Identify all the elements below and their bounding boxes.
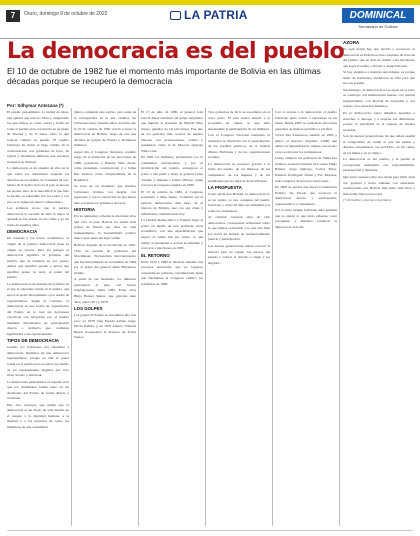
section-subheading: HISTORIA (74, 207, 95, 213)
article-column-3 (141, 110, 203, 526)
article-paragraph: El 10 de octubre de 1982, el Congreso posesionó a Siles Zuazo. Comenzó así el periodo democrático más largo de la historia de Bolivia, que con sus crisis y dificultades continúa hasta hoy. (141, 189, 203, 216)
newspaper-logo (170, 8, 248, 22)
article-column-1 (7, 110, 69, 526)
sidebar-column (343, 40, 415, 526)
article-paragraph: Entre 1979 y 1980 se llevaron adelante tres procesos electorales que no lograron consolidar un gobierno constitucional, hasta que finalmente el Congreso ratificó los resultados de 1980. (141, 259, 203, 286)
column-rule (138, 108, 139, 526)
article-paragraph: Aquel día el Congreso Nacional, reunido luego de la anulación de las elecciones de 1980, posesionó a Hernán Siles Zuazo como presidente constitucional y a Jaime Paz Zamora como vicepresidente de la República. (74, 149, 136, 182)
article-paragraph: Los primeros veces, que la palabra democracia lo escuché de niño la mejor la aprendí en las plazas, en las calles y en las urnas de aquellos años. (7, 206, 69, 227)
article-paragraph: Por su quinientos ochenta de diecisiete años que vive el país, Bolivia ha tenido más golpes de Estado que años de vida independiente; la inestabilidad política marcó gran parte del siglo veinte. (74, 214, 136, 241)
article-paragraph: La democracia se recuperó gracias a la lucha del pueblo, de los mineros, de los campesinos, de las mujeres y de los estudiantes que no dejaron de movilizarse. (208, 161, 270, 183)
article-paragraph: Al celebrar cuarenta años de vida democrática, corresponde reflexionar sobre lo que hemos construido y lo que aún falta por hacer en materia de institucionalidad, justicia y participación. (208, 215, 270, 242)
sidebar-paragraph: En la democracia, todos debemos aprender a escuchar, a dialogar y a respetar las diferencias, porque la pluralidad es la riqueza de nuestra sociedad. (343, 111, 415, 132)
article-paragraph: A partir de ese momento, los militares gobernaron el país, con breves interrupciones, hasta 1982. Entre ellos Hugo Banzer Suárez, que gobernó siete años, entre 1971 y 1978. (74, 277, 136, 304)
section-subtitle: Semanario de Cultura (358, 24, 398, 29)
column-rule (205, 108, 206, 526)
sidebar-paragraph: Que estos cuarenta años nos sirvan para mirar atrás con gratitud y hacia adelante con esperanza, construyendo una Bolivia más justa, más libre y más democrática para todos. (343, 175, 415, 196)
article-paragraph: Tres gobiernos de facto se sucedieron en el corto plazo. El país estaba aislado y la economía en ruinas, lo que hizo insostenible la permanencia de los militares. (208, 110, 270, 131)
article-paragraph: Con el Congreso Nacional restituido, la transición se desarrolló con la participación de los partidos políticos, de la Central Obrera Boliviana y de las organizaciones sociales. (208, 133, 270, 160)
sidebar-paragraph: Es aquí donde hay que decirlo y reconocer, la democracia en Bolivia es una conquista de la lucha del pueblo, que no dejó de resistir a las dictaduras, que soportó exilios, cárceles y desapariciones. (343, 47, 415, 68)
logo-icon (170, 11, 181, 20)
sidebar-paragraph: Sin embargo, la democracia no se agota en el voto; se construye con instituciones fuertes, con justicia independiente, con libertad de expresión y con respeto a los derechos humanos. (343, 87, 415, 109)
article-paragraph: Víctor Paz Estenssoro asumió en 1985 y aplicó el Decreto Supremo 21060 que detuvo la hiperinflación, aunque con un alto costo social para los trabajadores. (275, 133, 337, 154)
footer-divider (7, 530, 413, 531)
article-paragraph: La Unidad Democrática y Popular llegó al poder en medio de una profunda crisis económica, con una hiperinflación que superó el veinte mil por ciento, lo que obligó al presidente a acortar su mandato y convocar a elecciones en 1985. (141, 218, 203, 251)
sidebar-heading: AZORA (343, 40, 360, 45)
section-subheading: EL RETORNO (141, 252, 170, 258)
section-subheading: LOS GOLPES (74, 306, 103, 312)
page-header (0, 0, 420, 40)
section-subheading: TIPOS DE DEMOCRACIA (7, 338, 59, 344)
article-paragraph: El 17 de julio de 1980, el general Luis García Meza encabezó un golpe sangriento que impidió la posesión de Hernán Siles Zuazo, ganador de las elecciones. Fue uno de los periodos más oscuros de nuestra historia, con persecuciones, exilios y asesinatos, como el de Marcelo Quiroga Santa Cruz. (141, 110, 203, 153)
article-paragraph: Quiero comenzar este escrito, pero antes de la retrospectiva en la que vivimos los bolivianos hace cuarenta años, recordar que el 10 de octubre de 1982 volvió a nacer la democracia en Bolivia, luego de casi dos décadas de golpes de Estado y dictaduras militares. (74, 110, 136, 148)
page-number: 7 (6, 10, 20, 22)
article-paragraph: La democracia es un sistema de vida en la que todos los ciudadanos respetan los derechos de los demás. Se considera tal vez, hablar de la democracia en el país es una de las peores, sino, de la mas difícil la que hizo la nación, es entendida por los todos y con esto se le asigna un nuevo compromiso. (7, 166, 69, 204)
column-rule (339, 108, 340, 526)
article-column-5 (275, 110, 337, 526)
column-rule (272, 108, 273, 526)
article-paragraph: La democracia participativa es aquella en la que los ciudadanos toman parte en las decisiones del Estado de forma directa y constante. (7, 379, 69, 401)
section-badge: DOMINICAL (342, 8, 414, 23)
article-paragraph: Se trató de un momento que muchos bolivianos vivimos con alegría, con esperanza y con la convicción de que nunca más volverían los gobiernos de facto. (74, 184, 136, 205)
article-paragraph: Luego vinieron los gobiernos de Jaime Paz Zamora, Gonzalo Sánchez de Lozada, Hugo Banzer, Jorge Quiroga, Carlos Mesa, Eduardo Rodríguez Veltzé y Evo Morales, todos surgidos de procesos electorales. (275, 156, 337, 183)
article-paragraph: Hay otro concepto que señala que la democracia es un modo de vida basado en el respeto a la dignidad humana, a la libertad y a los derechos de todos los miembros de una comunidad. (7, 402, 69, 429)
article-headline: La democracia es del pueblo (7, 39, 345, 64)
article-paragraph: Como decía don Hernán, la democracia no es un regalo, es una conquista del pueblo boliviano y como tal debe ser defendida por todos los ciudadanos. (208, 192, 270, 213)
column-rule (71, 108, 72, 526)
page-footer (0, 526, 420, 536)
article-paragraph: De acuerdo a los textos académicos, el origen de la palabra democracia tiene su origen en Grecia. Para los griegos la democracia significa el gobierno del pueblo, que se entiende en dos partes, demos que significa pueblo y kratos que significa poder, es decir, el poder del pueblo. (7, 236, 69, 280)
section-subheading: LA PROPUESTA (208, 185, 242, 191)
dateline: Oruro, domingo 9 de octubre de 2022 (24, 11, 108, 17)
article-column-4 (208, 110, 270, 526)
article-column-2 (74, 110, 136, 526)
article-paragraph: Los golpes de Estado se sucedieron uno tras otro; en 1978 Juan Pereda Asbún, luego David Padilla, y en 1979 Alberto Natusch Busch protagonizó la masacre de Todos Santos. (74, 313, 136, 340)
sidebar-paragraph: Son las nuevas generaciones las que deben asumir el compromiso de cuidar lo que sus padres y abuelos conquistaron con sacrificio, en las calles, en las minas y en el campo. (343, 134, 415, 155)
article-byline: Por: Sdhymar Antezana (*) (7, 103, 64, 108)
section-subheading: DEMOCRACIA (7, 229, 38, 235)
article-paragraph: Bolivia, después de la revolución de 1952, vivió un periodo de gobiernos del Movimiento Nacionalista Revolucionario que fue interrumpido en noviembre de 1964 por el golpe del general René Barrientos Ortuño. (74, 243, 136, 275)
article-paragraph: Por lo tanto, ningún boliviano debe permitir que se pierda lo que tanto esfuerzo costó conquistar, y debemos fortalecer la democracia cada día. (275, 208, 337, 229)
logo-text: LA PATRIA (184, 8, 248, 22)
article-paragraph: El pasado pensamiento, la verdad en ideas, una aptitud que une los ideas y asegurando los que rinden, lo convi, creció y formó en todos al pueblo en la conciencia en un plano de libertad y de la bases sobre la que todavía camina su pueblo. El pueblo boliviano ha tenido el largo camino de la confrontación, con gobiernos de facto, de golpes y dictaduras militares que entonces recuperar su libertad. (7, 110, 69, 164)
article-paragraph: Las nuevas generaciones deben conocer la historia para no repetir los errores del pasado y valorar el derecho a elegir y ser elegidos. (208, 244, 270, 265)
header-accent-bar (0, 0, 420, 5)
article-paragraph: Con el retorno a la democracia, el pueblo boliviano pudo volver a expresarse en las urnas. Desde 1985 se realizaron elecciones generales de manera periódica y pacífica. (275, 110, 337, 131)
sidebar-paragraph: Si hoy elegimos a nuestras autoridades, es porque miles de bolivianos ofrendaron su vida para que eso sea posible. (343, 70, 415, 86)
article-paragraph: La democracia es un sistema de gobierno en el que la soberanía reside en el pueblo, que ejerce el poder directamente o por medio de representantes. Según el concepto, la democracia es una forma de organización del Estado en la cual las decisiones colectivas son adoptadas por el pueblo mediante mecanismos de participación directa o indirecta que confieren legitimidad a sus representantes. (7, 281, 69, 336)
article-paragraph: Cuando los bolivianos nos referimos a democracia, hablamos de una democracia representativa, porque en ella el poder reside en el pueblo pero se ejerce por medio de los representantes elegidos por voto libre, secreto y universal. (7, 345, 69, 378)
sidebar-body (343, 47, 415, 197)
article-paragraph: En 2009 se aprobó una nueva Constitución Política del Estado que reconoce la democracia directa y participativa, representativa y comunitaria. (275, 185, 337, 206)
sidebar-paragraph: La democracia es del pueblo, y al pueblo le corresponde defenderla con responsabilidad, participación y memoria. (343, 157, 415, 173)
author-credit: (*) Periodista y docente universitario. (343, 198, 392, 203)
article-deck: El 10 de octubre de 1982 fue el momento más importante de Bolivia en las últimas décadas porque se recuperó la democracia (7, 66, 321, 87)
article-paragraph: En 1981 los militares, presionados por la comunidad internacional y por la movilización del pueblo, entregaron el poder a una junta y luego al general Celso Torrelio y después a Guido Vildoso, quien convocó al Congreso elegido en 1980. (141, 155, 203, 188)
